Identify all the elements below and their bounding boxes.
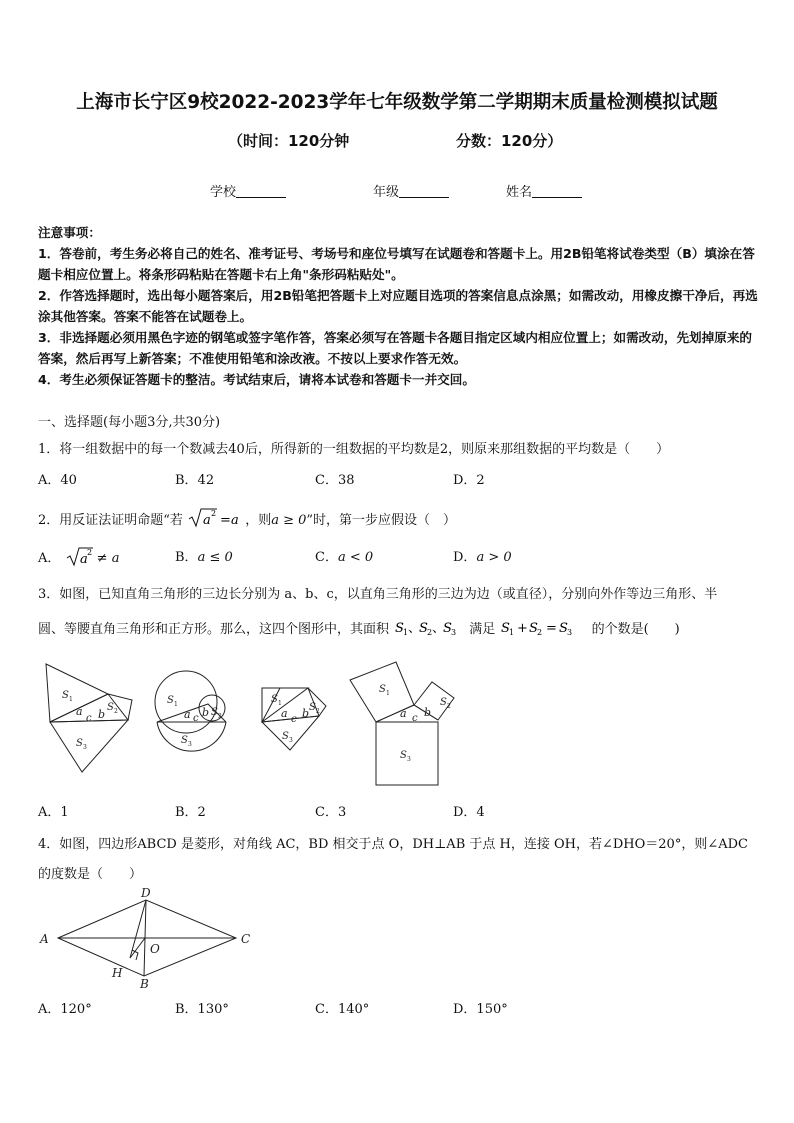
- svg-text:S: S: [282, 731, 289, 742]
- q1-option-a[interactable]: A．40: [38, 473, 77, 488]
- name-label: 姓名: [506, 185, 533, 200]
- svg-text:2: 2: [114, 708, 118, 715]
- q3-option-d[interactable]: D．4: [453, 805, 485, 820]
- figure-squares: [350, 662, 454, 785]
- svg-text:1: 1: [403, 628, 409, 637]
- name-field: [506, 181, 582, 200]
- grade-field: [373, 181, 449, 200]
- q2-option-a-letter: A．: [38, 551, 61, 566]
- q4-option-a[interactable]: A．120°: [38, 1002, 92, 1017]
- q4-line2: 的度数是（ ）: [38, 867, 143, 882]
- q2-option-c-letter: C．: [315, 550, 338, 565]
- q3-line1: 3．如图，已知直角三角形的三边长分别为 a、b、c，以直角三角形的三边为边（或直径），分别向外作等边三角形、半: [38, 587, 718, 602]
- figure-isosceles-right: [262, 688, 326, 750]
- q2-option-a[interactable]: [38, 546, 119, 568]
- q3-option-b[interactable]: B．2: [175, 805, 206, 820]
- svg-text:a: a: [231, 513, 239, 528]
- svg-text:S: S: [501, 621, 511, 636]
- svg-text:b: b: [302, 707, 310, 720]
- svg-text:c: c: [412, 713, 418, 724]
- note-item-3: 3．非选择题必须用黑色字迹的钢笔或签字笔作答，答案必须写在答题卡各题目指定区域内相应位置上；如需改动，先划掉原来的答案，然后再写上新答案；不准使用铅笔和涂改液。不按以上要求作答无效。: [38, 330, 753, 366]
- svg-text:b: b: [98, 708, 106, 721]
- q1-option-d[interactable]: D．2: [453, 473, 485, 488]
- figure-semicircle: [155, 671, 226, 751]
- q3-line2: [38, 618, 680, 638]
- q2-option-d-letter: D．: [453, 550, 477, 565]
- svg-text:S: S: [379, 684, 386, 695]
- svg-text:b: b: [202, 706, 210, 719]
- svg-text:S: S: [76, 738, 83, 749]
- q4-option-b[interactable]: B．130°: [175, 1002, 229, 1017]
- svg-text:+: +: [517, 621, 529, 636]
- svg-text:2: 2: [211, 509, 217, 518]
- q2-stem-a: 2．用反证法证明命题“若: [38, 513, 183, 528]
- svg-text:S: S: [559, 621, 569, 636]
- label-h: H: [112, 966, 123, 980]
- svg-text:3: 3: [567, 628, 573, 637]
- svg-text:c: c: [291, 714, 297, 725]
- svg-text:1: 1: [278, 700, 282, 707]
- svg-text:b: b: [424, 706, 432, 719]
- q2-stem-b: ，则: [245, 513, 272, 528]
- svg-text:1: 1: [509, 628, 515, 637]
- q1-stem: 1．将一组数据中的每一个数减去40后，所得新的一组数据的平均数是2，则原来那组数据的平均数是（ ）: [38, 442, 670, 457]
- q2-condition: a ≥ 0: [271, 513, 307, 528]
- svg-text:S: S: [395, 621, 405, 636]
- grade-label: 年级: [373, 185, 400, 200]
- q3-line2c: 的个数是( ): [591, 622, 680, 637]
- svg-text:S: S: [440, 697, 447, 708]
- svg-text:2: 2: [427, 628, 433, 637]
- figure-equilateral: [46, 664, 132, 772]
- q4-option-c[interactable]: C．140°: [315, 1002, 370, 1017]
- svg-text:、: 、: [432, 621, 446, 636]
- label-c: C: [241, 932, 251, 946]
- label-a: A: [40, 932, 49, 946]
- q4-rhombus-figure: [36, 886, 266, 990]
- s1-s2-s3-math: [393, 618, 465, 638]
- label-o: O: [150, 942, 160, 956]
- label-d: D: [141, 886, 151, 900]
- q3-figures: [36, 660, 476, 790]
- svg-text:a: a: [184, 708, 191, 721]
- notes-heading: 注意事项：: [38, 225, 101, 240]
- q4-option-d[interactable]: D．150°: [453, 1002, 508, 1017]
- q3-option-a[interactable]: A．1: [38, 805, 69, 820]
- svg-text:S: S: [167, 695, 174, 706]
- svg-text:2: 2: [447, 703, 451, 710]
- svg-text:2: 2: [316, 708, 320, 715]
- svg-text:3: 3: [289, 737, 293, 744]
- svg-text:S: S: [443, 621, 453, 636]
- section-heading: 一、选择题(每小题3分,共30分): [38, 415, 221, 430]
- page-title: 上海市长宁区9校2022-2023学年七年级数学第二学期期末质量检测模拟试题: [76, 92, 718, 113]
- svg-text:、: 、: [408, 621, 422, 636]
- svg-text:S: S: [62, 690, 69, 701]
- svg-text:1: 1: [69, 696, 73, 703]
- exam-time: （时间：120分钟: [228, 132, 350, 150]
- svg-text:2: 2: [86, 548, 92, 557]
- svg-text:S: S: [181, 735, 188, 746]
- svg-text:a: a: [400, 707, 407, 720]
- svg-text:c: c: [86, 713, 92, 724]
- svg-text:3: 3: [83, 744, 87, 751]
- sqrt-a-squared: [65, 546, 93, 568]
- school-field: [210, 181, 286, 200]
- svg-text:=: =: [546, 621, 558, 636]
- note-item-2: 2．作答选择题时，选出每小题答案后，用2B铅笔把答题卡上对应题目选项的答案信息点涂黑；如需改动，用橡皮擦干净后，再选涂其他答案。答案不能答在试题卷上。: [38, 288, 758, 324]
- svg-text:S: S: [529, 621, 539, 636]
- q2-option-d[interactable]: [453, 546, 512, 565]
- svg-text:a: a: [281, 707, 288, 720]
- svg-text:a: a: [76, 705, 83, 718]
- q3-line2b: 满足: [469, 622, 496, 637]
- q2-option-c[interactable]: [315, 546, 373, 565]
- svg-text:S: S: [400, 750, 407, 761]
- svg-text:S: S: [309, 702, 316, 713]
- svg-text:c: c: [193, 713, 199, 724]
- svg-text:2: 2: [537, 628, 543, 637]
- svg-text:3: 3: [451, 628, 457, 637]
- s1-plus-s2-eq-s3-math: [499, 618, 587, 638]
- sqrt-a-squared-eq-a: [187, 506, 241, 530]
- svg-text:3: 3: [407, 756, 411, 763]
- svg-text:a: a: [79, 552, 88, 567]
- school-blank[interactable]: [236, 185, 286, 198]
- svg-text:a: a: [203, 513, 211, 528]
- label-b: B: [140, 977, 149, 990]
- svg-text:S: S: [107, 702, 114, 713]
- q1-option-c[interactable]: C．38: [315, 473, 355, 488]
- notes-block: [38, 222, 758, 390]
- svg-text:=: =: [220, 513, 231, 528]
- svg-text:S: S: [271, 694, 278, 705]
- q2-stem: [38, 506, 456, 530]
- q2-stem-c: ”时，第一步应假设（ ）: [306, 513, 457, 528]
- note-item-1: 1．答卷前，考生务必将自己的姓名、准考证号、考场号和座位号填写在试题卷和答题卡上。用2B铅笔将试卷类型（B）填涂在答题卡相应位置上。将条形码粘贴在答题卡右上角"条形码粘贴处"。: [38, 246, 755, 282]
- svg-text:S: S: [419, 621, 429, 636]
- svg-text:2: 2: [218, 713, 222, 720]
- svg-text:S: S: [211, 707, 218, 718]
- q2-option-d-math: a > 0: [476, 550, 512, 565]
- svg-text:1: 1: [174, 701, 178, 708]
- q2-option-a-math: ≠ a: [96, 551, 120, 566]
- q3-line2a: 圆、等腰直角三角形和正方形。那么，这四个图形中，其面积: [38, 622, 390, 637]
- note-item-4: 4．考生必须保证答题卡的整洁。考试结束后，请将本试卷和答题卡一并交回。: [38, 372, 475, 387]
- q2-option-b-math: a ≤ 0: [197, 550, 233, 565]
- q4-line1: 4．如图，四边形ABCD 是菱形，对角线 AC，BD 相交于点 O，DH⊥AB 于点 H，连接 OH，若∠DHO＝20°，则∠ADC: [38, 837, 748, 852]
- q2-option-c-math: a < 0: [337, 550, 374, 565]
- q2-option-b[interactable]: [175, 546, 233, 565]
- svg-text:1: 1: [386, 690, 390, 697]
- school-label: 学校: [210, 185, 237, 200]
- name-blank[interactable]: [532, 185, 582, 198]
- grade-blank[interactable]: [399, 185, 449, 198]
- q1-option-b[interactable]: B．42: [175, 473, 215, 488]
- exam-score: 分数：120分）: [456, 132, 563, 150]
- svg-text:3: 3: [188, 741, 192, 748]
- q2-option-b-letter: B．: [175, 550, 198, 565]
- q3-option-c[interactable]: C．3: [315, 805, 347, 820]
